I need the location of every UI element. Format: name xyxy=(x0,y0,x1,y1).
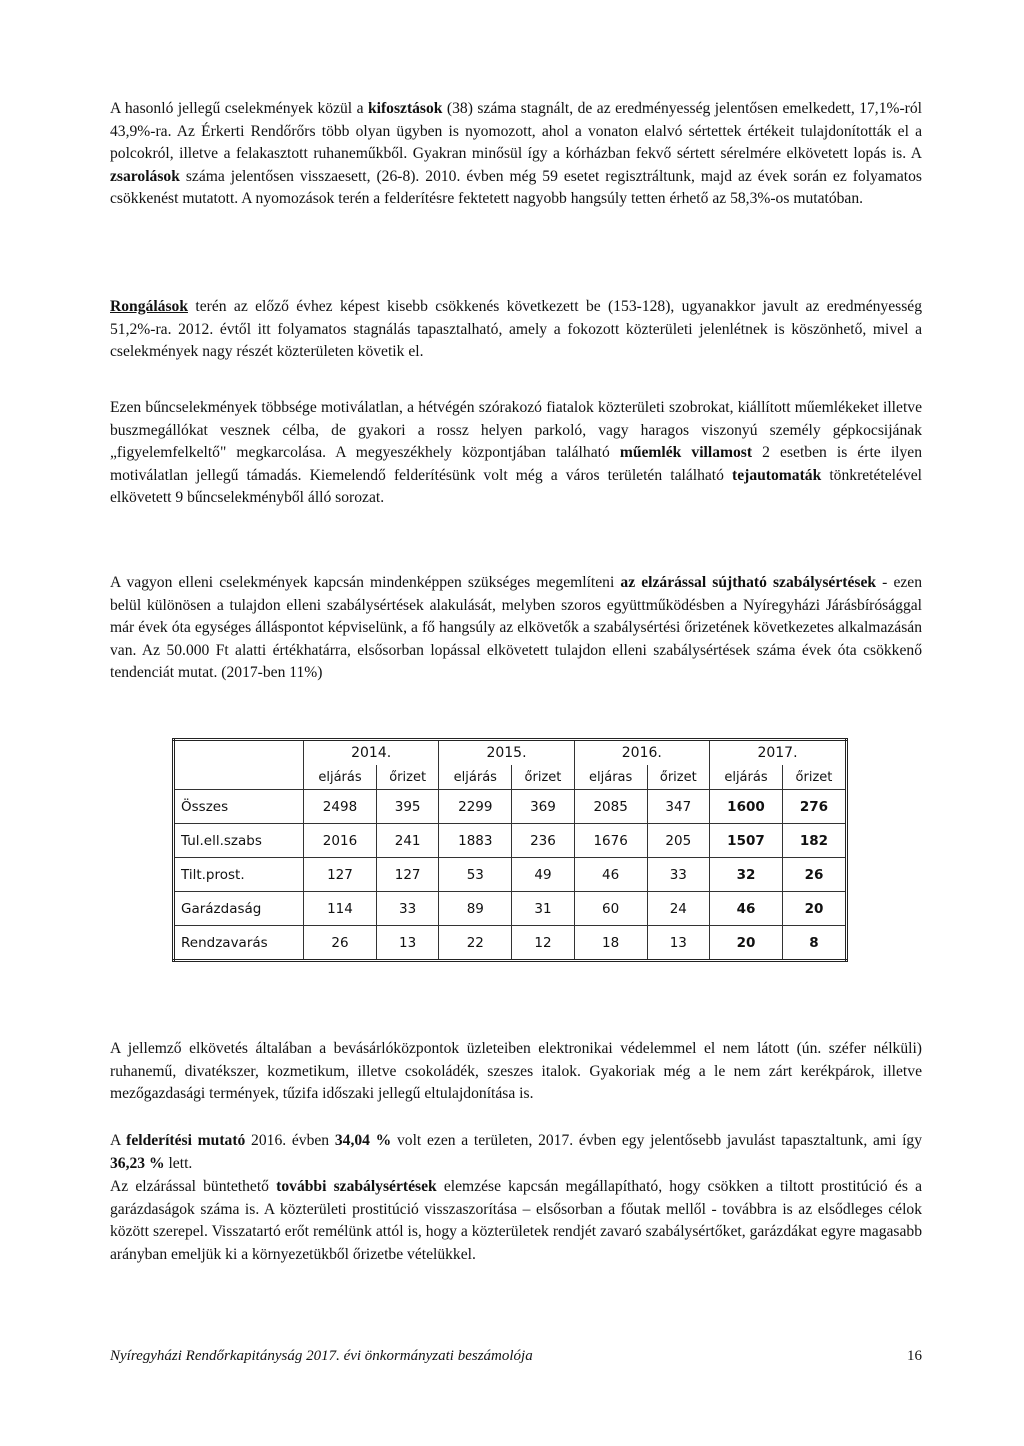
cell: 13 xyxy=(647,926,709,961)
cell: 20 xyxy=(709,926,782,961)
cell: 12 xyxy=(512,926,574,961)
sub-header: őrizet xyxy=(782,765,846,790)
bold-term: tejautomaták xyxy=(732,466,822,484)
table-corner xyxy=(174,740,304,790)
cell: 49 xyxy=(512,858,574,892)
paragraph-kifosztasok xyxy=(110,98,922,211)
cell: 89 xyxy=(439,892,512,926)
table-row xyxy=(174,926,847,961)
cell: 1507 xyxy=(709,824,782,858)
sub-header: őrizet xyxy=(376,765,438,790)
table-row xyxy=(174,824,847,858)
sub-header: eljárás xyxy=(709,765,782,790)
cell: 26 xyxy=(782,858,846,892)
sub-header: eljáras xyxy=(574,765,647,790)
text: A vagyon elleni cselekmények kapcsán mindenképpen szükséges megemlíteni xyxy=(110,574,621,591)
text: 2 esetben is érte ilyen motiválatlan jellegű támadás. Kiemelendő felderítésünk volt még a város területén található xyxy=(110,444,922,484)
text: - ezen belül különösen a tulajdon elleni szabálysértések alakulását, melyben szoros együttműködésben a Nyíregyházi Járásbírósággal már évek óta egységes álláspontot képviselünk, a fő hangsúly az elkövetők a szabálysértési őrizetének következetes alkalmazásán van. Az 50.000 Ft alatti értékhatárra, elsősorban lopással elkövetett tulajdon elleni szabálysértések száma évek óta csökkenő tendenciát mutat. (2017-ben 11%) xyxy=(110,574,922,682)
cell: 114 xyxy=(304,892,377,926)
table-row xyxy=(174,790,847,824)
paragraph-tovabbi-szabalysertesek xyxy=(110,1176,922,1266)
cell: 369 xyxy=(512,790,574,824)
bold-term: 34,04 % xyxy=(334,1132,392,1149)
cell: 241 xyxy=(376,824,438,858)
cell: 2299 xyxy=(439,790,512,824)
statistics-table xyxy=(172,738,848,962)
text: A xyxy=(110,1132,127,1149)
page-number: 16 xyxy=(907,1348,922,1364)
year-header: 2015. xyxy=(439,740,574,766)
bold-term: 36,23 % xyxy=(110,1154,165,1172)
text: elemzése kapcsán megállapítható, hogy csökken a tiltott prostitúció és a garázdaságok száma is. A közterületi prostitúció visszaszorítása – elsősorban a főutak mellől - továbbra is az elsődleges célok között szerepel. Visszatartó erőt remélünk attól is, hogy a közterületek rendjét zavaró szabálysértőket, garázdákat egyre magasabb arányban emeljük ki a környezetükből őrizetbe vételükkel. xyxy=(110,1178,922,1263)
text: volt ezen a területen, 2017. évben egy jelentősebb javulást tapasztaltunk, ami így xyxy=(391,1132,923,1149)
cell: 60 xyxy=(574,892,647,926)
paragraph-rongalasok xyxy=(110,296,922,364)
cell: 31 xyxy=(512,892,574,926)
row-label: Rendzavarás xyxy=(174,926,304,961)
cell: 276 xyxy=(782,790,846,824)
cell: 33 xyxy=(376,892,438,926)
paragraph-elkovetes xyxy=(110,1038,922,1106)
underlined-term: Rongálások xyxy=(110,298,188,315)
footer-title: Nyíregyházi Rendőrkapitányság 2017. évi önkormányzati beszámolója xyxy=(110,1348,533,1364)
cell: 46 xyxy=(574,858,647,892)
paragraph-motivalatlan xyxy=(110,397,922,510)
sub-header: őrizet xyxy=(647,765,709,790)
cell: 22 xyxy=(439,926,512,961)
table-header-years xyxy=(174,740,847,766)
sub-header: eljárás xyxy=(439,765,512,790)
cell: 8 xyxy=(782,926,846,961)
sub-header: eljárás xyxy=(304,765,377,790)
paragraph-szabalysertesek xyxy=(110,572,922,685)
cell: 1676 xyxy=(574,824,647,858)
cell: 24 xyxy=(647,892,709,926)
table-row xyxy=(174,858,847,892)
cell: 20 xyxy=(782,892,846,926)
text: 2016. évben xyxy=(245,1132,335,1149)
cell: 2498 xyxy=(304,790,377,824)
cell: 347 xyxy=(647,790,709,824)
cell: 127 xyxy=(304,858,377,892)
text: lett. xyxy=(164,1154,193,1172)
text: tönkretételével elkövetett 9 bűncselekményből álló sorozat. xyxy=(110,466,922,507)
cell: 33 xyxy=(647,858,709,892)
cell: 182 xyxy=(782,824,846,858)
bold-term: műemlék villamost xyxy=(619,444,753,462)
cell: 395 xyxy=(376,790,438,824)
sub-header: őrizet xyxy=(512,765,574,790)
cell: 205 xyxy=(647,824,709,858)
year-header: 2016. xyxy=(574,740,709,766)
cell: 53 xyxy=(439,858,512,892)
cell: 32 xyxy=(709,858,782,892)
cell: 18 xyxy=(574,926,647,961)
cell: 13 xyxy=(376,926,438,961)
row-label: Összes xyxy=(174,790,304,824)
text: (38) száma stagnált, de az eredményesség jelentősen emelkedett, 17,1%-ról 43,9%-ra. Az Érkerti Rendőrőrs több olyan ügyben is nyomozott, ahol a vonaton elalvó sértettek értékeit tulajdonították el a polcokról, illetve a felakasztott ruhaneműkből. Gyakran minősül így a kórházban fekvő sértett sérelmére elkövetett lopás is. A xyxy=(110,100,923,163)
year-header: 2017. xyxy=(709,740,846,766)
bold-term: további szabálysértések xyxy=(276,1178,437,1195)
paragraph-felderitesi-mutato xyxy=(110,1130,922,1175)
cell: 236 xyxy=(512,824,574,858)
bold-term: zsarolások xyxy=(110,167,180,185)
row-label: Garázdaság xyxy=(174,892,304,926)
text: száma jelentősen visszaesett, (26-8). 2010. évben még 59 esetet regisztráltunk, majd az évek során ez folyamatos csökkenést mutatott. A nyomozások terén a felderítésre fektetett nagyobb hangsúly tetten érhető az 58,3%-os mutatóban. xyxy=(110,167,922,208)
text: A jellemző elkövetés általában a bevásárlóközpontok üzleteiben elektronikai védelemmel el nem látott (ún. széfer nélküli) ruhanemű, divatékszer, kozmetikum, illetve csokoládék, szeszes italok. Gyakoriak még a le nem zárt kerékpárok, illetve mezőgazdasági termények, tűzifa időszaki jellegű eltulajdonítása is. xyxy=(110,1040,922,1103)
cell: 2016 xyxy=(304,824,377,858)
bold-term: kifosztások xyxy=(367,100,443,117)
cell: 1883 xyxy=(439,824,512,858)
cell: 26 xyxy=(304,926,377,961)
year-header: 2014. xyxy=(304,740,439,766)
cell: 46 xyxy=(709,892,782,926)
text: terén az előző évhez képest kisebb csökkenés következett be (153-128), ugyanakkor javult az eredményesség 51,2%-ra. 2012. évtől itt folyamatos stagnálás tapasztalható, amely a fokozott közterületi jelenlétnek is köszönhető, mivel a cselekmények nagy részét közterületen követik el. xyxy=(110,298,922,361)
page-footer xyxy=(110,1348,922,1365)
bold-term: az elzárással sújtható szabálysértések xyxy=(620,574,877,591)
bold-term: felderítési mutató xyxy=(126,1132,246,1149)
cell: 2085 xyxy=(574,790,647,824)
text: Ezen bűncselekmények többsége motiválatlan, a hétvégén szórakozó fiatalok közterületi szobrokat, kiállított műemlékeket illetve buszmegállókat vesznek célba, de gyakori a rossz helyen parkoló, vagy haragos viszonyú személy gépkocsijának „figyelemfelkeltő" megkarcolása. A megyeszékhely központjában található xyxy=(110,399,922,462)
text: Az elzárással büntethető xyxy=(110,1178,277,1195)
cell: 1600 xyxy=(709,790,782,824)
table-row xyxy=(174,892,847,926)
row-label: Tul.ell.szabs xyxy=(174,824,304,858)
row-label: Tilt.prost. xyxy=(174,858,304,892)
text: A hasonló jellegű cselekmények közül a xyxy=(110,100,368,117)
cell: 127 xyxy=(376,858,438,892)
